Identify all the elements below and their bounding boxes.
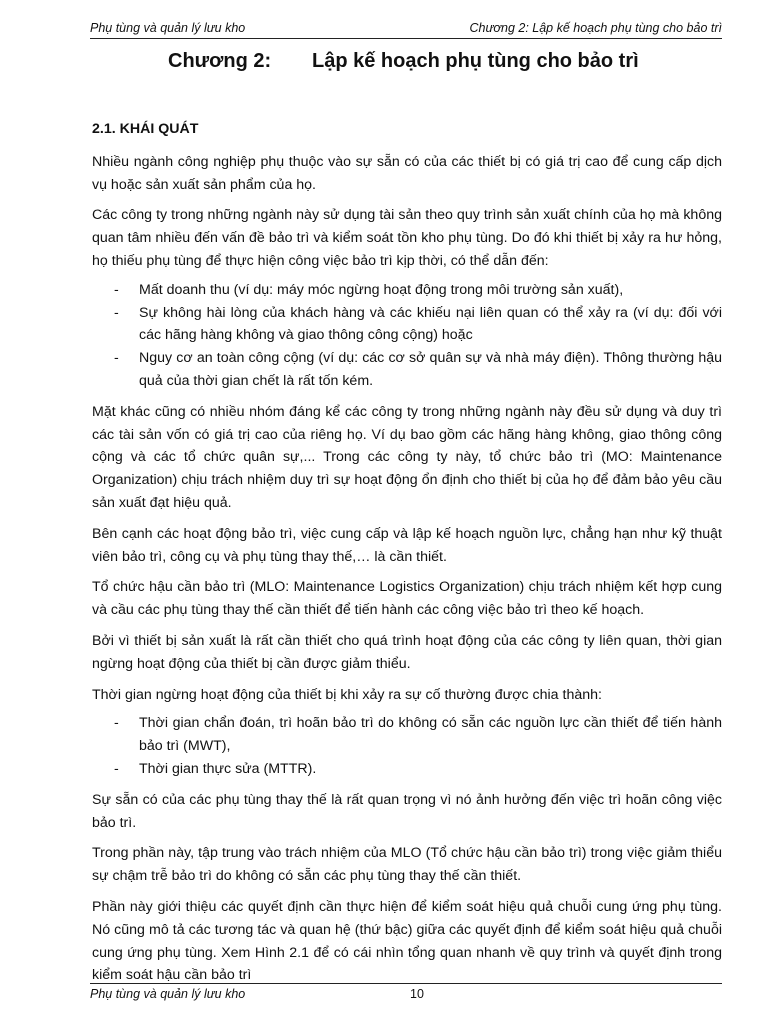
section-heading: 2.1. KHÁI QUÁT bbox=[92, 121, 199, 137]
header-right-text: Chương 2: Lập kế hoạch phụ tùng cho bảo trì bbox=[469, 21, 722, 35]
chapter-number: Chương 2: bbox=[168, 50, 272, 72]
dash-bullet: - bbox=[114, 350, 119, 367]
list-item bbox=[92, 279, 722, 302]
footer-left-text: Phụ tùng và quản lý lưu kho bbox=[90, 987, 246, 1001]
page-number: 10 bbox=[410, 987, 424, 1001]
list-item-text: Thời gian chẩn đoán, trì hoãn bảo trì do không có sẵn các nguồn lực cần thiết để tiến hành bảo trì (MWT), bbox=[139, 715, 722, 755]
list-item bbox=[92, 302, 722, 348]
page-body bbox=[92, 118, 722, 995]
page-header bbox=[90, 20, 722, 39]
list-item bbox=[92, 758, 722, 781]
list-item bbox=[92, 712, 722, 758]
paragraph: Sự sẵn có của các phụ tùng thay thế là rất quan trọng vì nó ảnh hưởng đến việc trì hoãn công việc bảo trì. bbox=[92, 791, 722, 831]
dash-bullet: - bbox=[114, 760, 119, 777]
list-item bbox=[92, 347, 722, 393]
paragraph: Trong phần này, tập trung vào trách nhiệm của MLO (Tổ chức hậu cần bảo trì) trong việc giảm thiểu sự chậm trễ bảo trì do không có sẵn các phụ tùng thay thế cần thiết. bbox=[92, 845, 722, 885]
list-item-text: Mất doanh thu (ví dụ: máy móc ngừng hoạt động trong môi trường sản xuất), bbox=[139, 281, 624, 298]
header-left-text: Phụ tùng và quản lý lưu kho bbox=[90, 21, 246, 35]
paragraph: Nhiều ngành công nghiệp phụ thuộc vào sự sẵn có của các thiết bị có giá trị cao để cung cấp dịch vụ hoặc sản xuất sản phẩm của họ. bbox=[92, 153, 722, 193]
list-item-text: Sự không hài lòng của khách hàng và các khiếu nại liên quan có thể xảy ra (ví dụ: đối với các hãng hàng không và giao thông công cộng) hoặc bbox=[139, 304, 722, 344]
paragraph: Phần này giới thiệu các quyết định cần thực hiện để kiểm soát hiệu quả chuỗi cung ứng phụ tùng. Nó cũng mô tả các tương tác và quan hệ (thứ bậc) giữa các quyết định để kiểm soát hiệu quả chuỗi cung ứng phụ tùng. Xem Hình 2.1 để có cái nhìn tổng quan nhanh về quy trình và quyết định trong kiểm soát hậu cần bảo trì bbox=[92, 898, 722, 984]
paragraph: Bởi vì thiết bị sản xuất là rất cần thiết cho quá trình hoạt động của các công ty liên quan, thời gian ngừng hoạt động của thiết bị cần được giảm thiểu. bbox=[92, 632, 722, 672]
paragraph: Tổ chức hậu cần bảo trì (MLO: Maintenance Logistics Organization) chịu trách nhiệm kết hợp cung và cầu các phụ tùng thay thế cần thiết để tiến hành các công việc bảo trì theo kế hoạch. bbox=[92, 579, 722, 619]
downtime-list bbox=[92, 712, 722, 780]
paragraph: Các công ty trong những ngành này sử dụng tài sản theo quy trình sản xuất chính của họ mà không quan tâm nhiều đến vấn đề bảo trì và kiểm soát tồn kho phụ tùng. Do đó khi thiết bị xảy ra hư hỏng, họ thiếu phụ tùng để thực hiện công việc bảo trì kịp thời, có thể dẫn đến: bbox=[92, 207, 722, 269]
list-item-text: Thời gian thực sửa (MTTR). bbox=[139, 760, 317, 777]
consequence-list bbox=[92, 279, 722, 393]
list-item-text: Nguy cơ an toàn công cộng (ví dụ: các cơ sở quân sự và nhà máy điện). Thông thường hậu quả của thời gian chết là rất tốn kém. bbox=[139, 350, 722, 389]
paragraph: Bên cạnh các hoạt động bảo trì, việc cung cấp và lập kế hoạch nguồn lực, chẳng hạn như kỹ thuật viên bảo trì, công cụ và phụ tùng thay thế,… là cần thiết. bbox=[92, 525, 722, 565]
chapter-title bbox=[168, 50, 639, 73]
chapter-name: Lập kế hoạch phụ tùng cho bảo trì bbox=[312, 50, 639, 72]
dash-bullet: - bbox=[114, 715, 119, 732]
dash-bullet: - bbox=[114, 304, 119, 321]
page-footer bbox=[90, 983, 722, 1005]
paragraph: Mặt khác cũng có nhiều nhóm đáng kể các công ty trong những ngành này đều sử dụng và duy trì các tài sản vốn có giá trị cao của riêng họ. Ví dụ bao gồm các hãng hàng không, giao thông công cộng và các tổ chức quân sự,... Trong các công ty này, tổ chức bảo trì (MO: Maintenance Organization) chịu trách nhiệm duy trì sự hoạt động ổn định cho thiết bị của họ để đảm bảo yêu cầu sản xuất đạt hiệu quả. bbox=[92, 403, 722, 511]
paragraph: Thời gian ngừng hoạt động của thiết bị khi xảy ra sự cố thường được chia thành: bbox=[92, 686, 602, 703]
dash-bullet: - bbox=[114, 281, 119, 298]
